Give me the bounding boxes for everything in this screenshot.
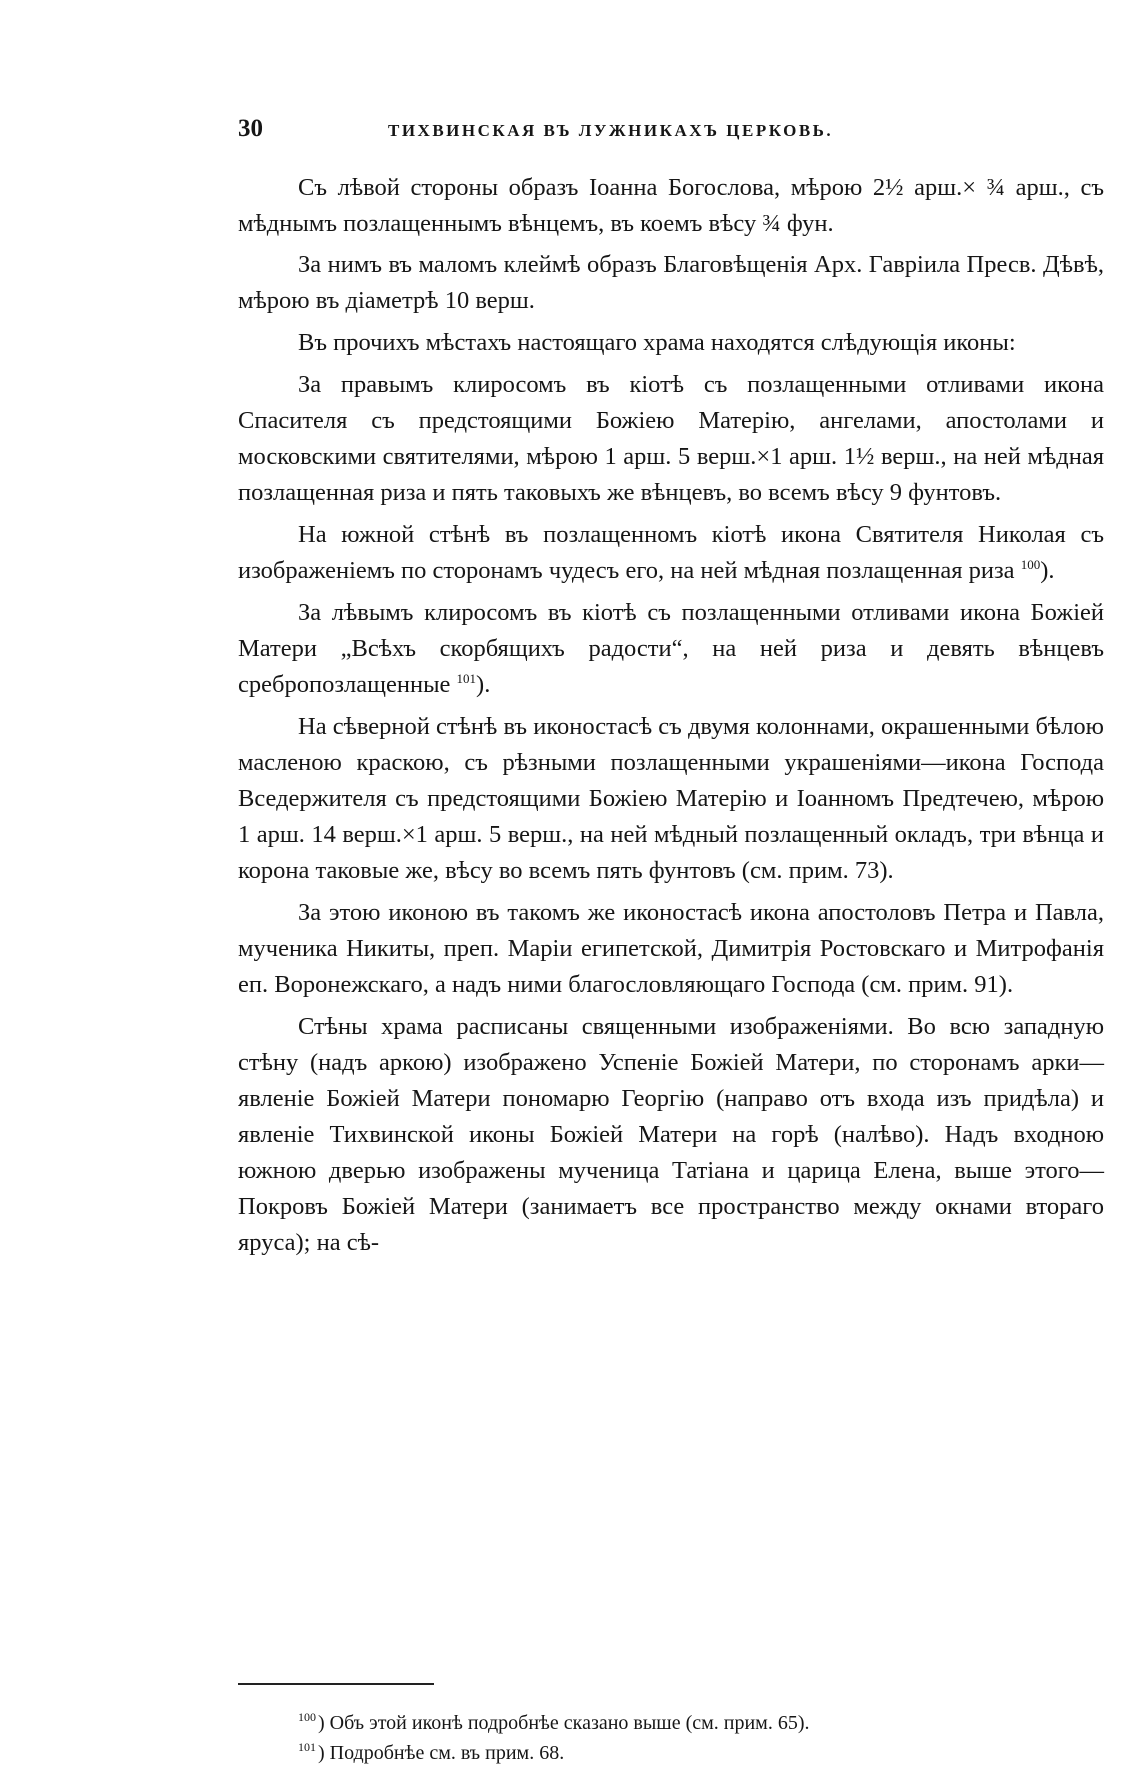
paragraph-7: На сѣверной стѣнѣ въ иконостасѣ съ двумя колоннами, окрашенными бѣлою масленою краскою, съ рѣзными позлащенными украшеніями—икона Господа Вседержителя съ предстоящими Божіею Матерію и Іоанномъ Предтечею, мѣрою 1 арш. 14 верш.×1 арш. 5 верш., на ней мѣдный позлащенный окладъ, три вѣнца и корона таковые же, вѣсу во всемъ пять фунтовъ (см. прим. 73). <box>238 713 1104 884</box>
running-head <box>238 115 1108 155</box>
footnote-ref-101-close: ). <box>476 671 491 698</box>
footnote-101 <box>298 1738 1098 1768</box>
paragraph-6-text: За лѣвымъ клиросомъ въ кіотѣ съ позлащенными отливами икона Божіей Матери „Всѣхъ скорбящихъ радости“, на ней риза и девять вѣнцевъ сребропозлащенные <box>238 599 1104 698</box>
footnote-text: ) Подробнѣе см. въ прим. 68. <box>318 1742 565 1764</box>
footnote-number: 101 <box>298 1740 316 1755</box>
paragraph-6 <box>238 595 1104 703</box>
paragraph-5-text: На южной стѣнѣ въ позлащенномъ кіотѣ икона Святителя Николая съ изображеніемъ по сторонамъ чудесъ его, на ней мѣдная позлащенная риза <box>238 521 1104 584</box>
page-number: 30 <box>238 115 263 142</box>
footnote-ref-100[interactable]: 100 <box>1020 556 1041 572</box>
footnote-100 <box>298 1708 1098 1738</box>
footnote-text: ) Объ этой иконѣ подробнѣе сказано выше (см. прим. 65). <box>318 1712 810 1734</box>
paragraph-5 <box>238 517 1104 589</box>
footnotes <box>298 1708 1098 1768</box>
footnote-ref-101[interactable]: 101 <box>456 670 477 686</box>
paragraph-4: За правымъ клиросомъ въ кіотѣ съ позлащенными отливами икона Спасителя съ предстоящими Божіею Матерію, ангелами, апостолами и московскими святителями, мѣрою 1 арш. 5 верш.×1 арш. 1½ верш., на ней мѣдная позлащенная риза и пять таковыхъ же вѣнцевъ, во всемъ вѣсу 9 фунтовъ. <box>238 371 1104 506</box>
paragraph-3: Въ прочихъ мѣстахъ настоящаго храма находятся слѣдующія иконы: <box>298 329 1016 356</box>
paragraph-2: За нимъ въ маломъ клеймѣ образъ Благовѣщенія Арх. Гавріила Пресв. Дѣвѣ, мѣрою въ діаметрѣ 10 верш. <box>238 251 1104 314</box>
paragraph-1: Съ лѣвой стороны образъ Іоанна Богослова, мѣрою 2½ арш.× ¾ арш., съ мѣднымъ позлащеннымъ вѣнцемъ, въ коемъ вѣсу ¾ фун. <box>238 174 1104 237</box>
footnote-divider <box>238 1683 434 1685</box>
paragraph-9: Стѣны храма расписаны священными изображеніями. Во всю западную стѣну (надъ аркою) изображено Успеніе Божіей Матери, по сторонамъ арки—явленіе Божіей Матери пономарю Георгію (направо отъ входа изъ придѣла) и явленіе Тихвинской иконы Божіей Матери на горѣ (налѣво). Надъ входною южною дверью изображены мученица Татіана и царица Елена, выше этого—Покровъ Божіей Матери (занимаетъ все пространство между окнами втораго яруса); на сѣ- <box>238 1013 1104 1256</box>
body-text <box>238 170 1104 1267</box>
footnote-ref-100-close: ). <box>1040 557 1055 584</box>
paragraph-8: За этою иконою въ такомъ же иконостасѣ икона апостоловъ Петра и Павла, мученика Никиты, преп. Маріи египетской, Димитрія Ростовскаго и Митрофанія еп. Воронежскаго, а надъ ними благословляющаго Господа (см. прим. 91). <box>238 899 1104 998</box>
footnote-number: 100 <box>298 1710 316 1725</box>
running-title: ТИХВИНСКАЯ ВЪ ЛУЖНИКАХЪ ЦЕРКОВЬ. <box>388 121 834 140</box>
